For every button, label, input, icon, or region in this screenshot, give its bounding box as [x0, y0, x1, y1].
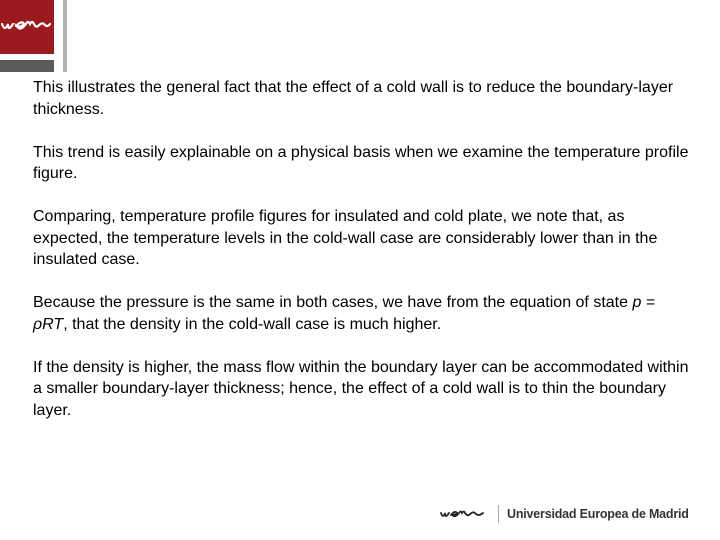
paragraph: This illustrates the general fact that the effect of a cold wall is to reduce the boundary-layer thickness.: [33, 79, 674, 118]
paragraph-state-equation: [33, 292, 693, 335]
logo-bar: [0, 60, 54, 72]
uem-logo-icon: [0, 0, 54, 54]
paragraph: Comparing, temperature profile figures for insulated and cold plate, we note that, as expected, the temperature levels in the cold-wall case are considerably lower than in the insulated case.: [33, 208, 658, 268]
text: , that the density in the cold-wall case is much higher.: [63, 315, 442, 333]
header-divider: [63, 0, 67, 72]
paragraph: This trend is easily explainable on a physical basis when we examine the temperature profile figure.: [33, 143, 689, 182]
uem-footer-logo-icon: [440, 506, 490, 522]
footer: [440, 502, 689, 526]
institution-name: Universidad Europea de Madrid: [507, 507, 689, 521]
paragraph: If the density is higher, the mass flow within the boundary layer can be accommodated within a smaller boundary-layer thickness; hence, the effect of a cold wall is to thin the boundary layer.: [33, 358, 689, 419]
uem-logo: [0, 0, 54, 54]
slide-body: [33, 77, 693, 443]
text: Because the pressure is the same in both cases, we have from the equation of state: [33, 294, 633, 311]
equation: p = ρRT: [33, 294, 656, 333]
footer-divider: [498, 505, 499, 523]
